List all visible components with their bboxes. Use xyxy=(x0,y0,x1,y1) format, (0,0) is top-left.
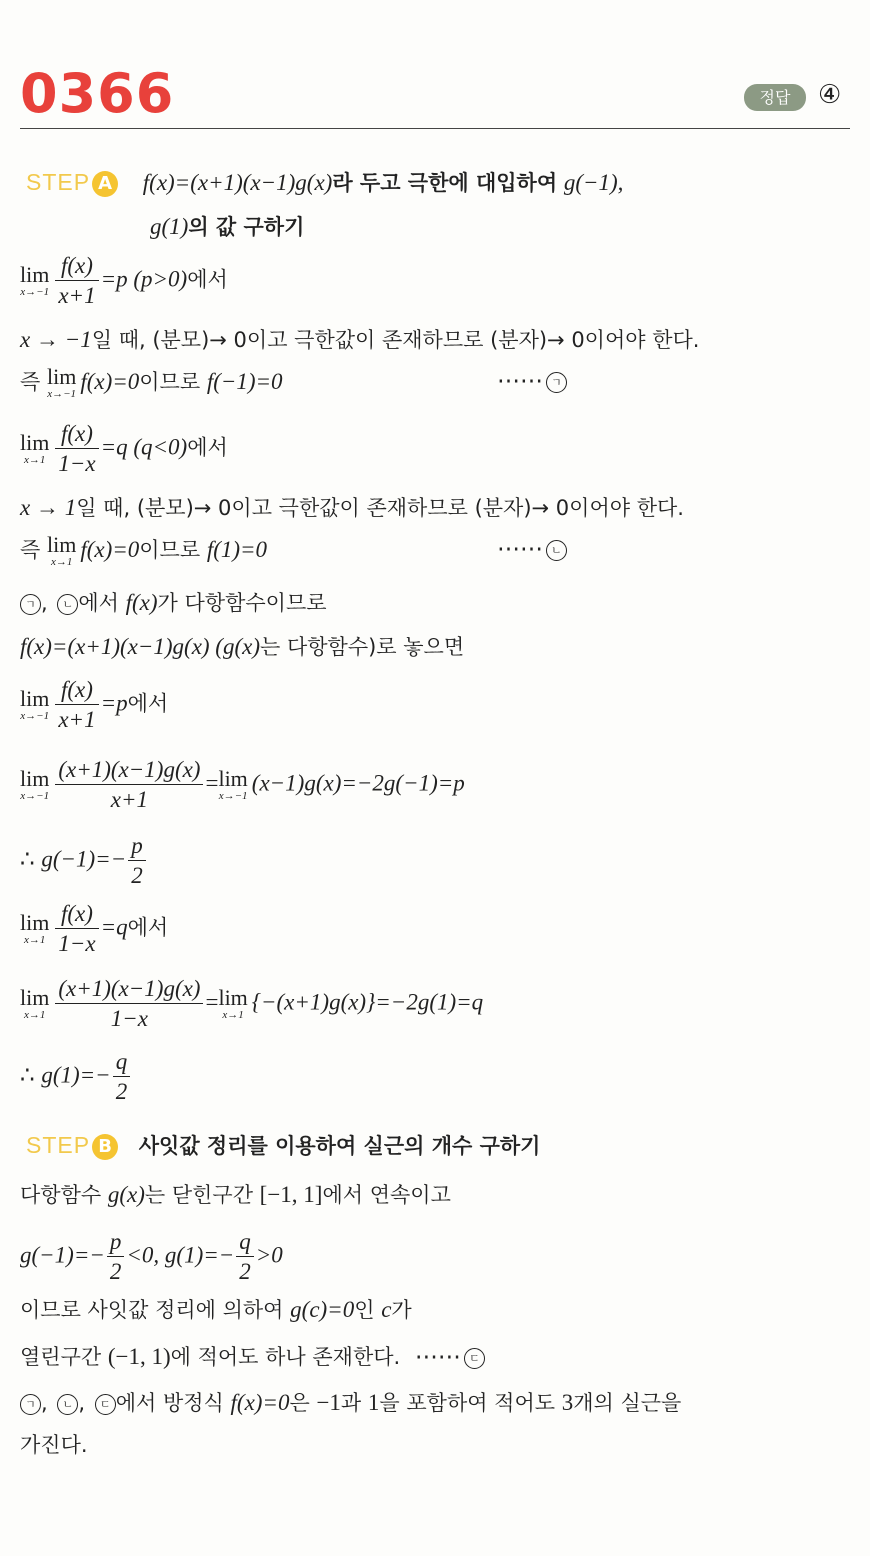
text-inline: 일 때, (분모)→ 0이고 극한값이 존재하므로 (분자)→ 0이어야 한다. xyxy=(76,496,684,520)
text-line xyxy=(20,1430,88,1460)
fraction-numerator: q xyxy=(113,1048,131,1077)
fraction-denominator: x+1 xyxy=(110,787,149,812)
text-line: ㄱ , ㄴ , ㄷ 에서 방정식 f(x)=0은 −1과 1을 포함하여 적어도 3개의 실근을 xyxy=(20,1388,681,1418)
math-inline: c xyxy=(381,1297,392,1322)
text-inline: 에서 xyxy=(78,591,119,615)
step-a-tag: STEP xyxy=(26,169,91,195)
math-inline: f(x) xyxy=(125,590,158,615)
text-inline: 는 닫힌구간 xyxy=(144,1183,253,1207)
circled-label: ㄱ xyxy=(20,1394,41,1415)
text-line xyxy=(20,534,267,568)
lim-subscript: x→1 xyxy=(23,1008,46,1021)
text-line xyxy=(20,1295,412,1325)
step-b-heading xyxy=(26,1130,540,1161)
dots: ⋯⋯ xyxy=(414,1344,461,1369)
text-inline: 에서 방정식 xyxy=(115,1391,224,1415)
text-inline: 은 xyxy=(289,1391,310,1415)
math-inline: x → 1 xyxy=(20,495,77,520)
lim-subscript: x→−1 xyxy=(47,388,77,400)
math-inline: g(−1)=− xyxy=(20,1242,105,1268)
fraction-denominator: 1−x xyxy=(110,1006,149,1031)
step-b-badge: B xyxy=(92,1134,118,1160)
dots: ⋯⋯ xyxy=(497,536,543,561)
equation-tag xyxy=(497,366,567,396)
text-line xyxy=(20,366,283,400)
step-a-title-math-1: f(x)=(x+1)(x−1)g(x) xyxy=(142,170,333,195)
math-inline: >0 xyxy=(255,1242,283,1268)
lim-subscript: x→−1 xyxy=(20,709,50,722)
fraction-numerator: f(x) xyxy=(55,676,98,705)
math-inline: f(x)=0 xyxy=(80,369,140,394)
text-inline: 열린구간 xyxy=(20,1345,102,1369)
text-inline: 이므로 사잇값 정리에 의하여 xyxy=(20,1298,284,1322)
lim-label: lim xyxy=(20,685,50,711)
text-inline: 즉 xyxy=(20,370,41,394)
fraction-numerator: q xyxy=(236,1228,254,1257)
fraction-numerator: f(x) xyxy=(55,420,98,449)
limit-expression-2 xyxy=(20,420,228,477)
text-line xyxy=(20,632,464,662)
limit-expression-3 xyxy=(20,676,168,733)
lim-label: lim xyxy=(46,532,77,557)
limit-expression-5 xyxy=(20,900,168,957)
circled-label: ㄱ xyxy=(20,594,41,615)
lim-label: lim xyxy=(20,909,50,935)
math-inline: (−1, 1) xyxy=(107,1344,171,1369)
lim-subscript: x→−1 xyxy=(20,789,50,802)
fraction-denominator: 2 xyxy=(115,1079,128,1104)
step-b-tag: STEP xyxy=(26,1132,91,1158)
lim-label: lim xyxy=(20,261,50,287)
text-inline: 가진다. xyxy=(20,1433,88,1457)
lim-label: lim xyxy=(20,429,50,455)
math-inline: g(c)=0 xyxy=(290,1297,355,1322)
circled-label: ㄱ xyxy=(546,372,567,393)
inequality-line xyxy=(20,1228,283,1285)
text-inline: 즉 xyxy=(20,538,41,562)
math-inline: 1 xyxy=(367,1390,380,1415)
step-b-title: 사잇값 정리를 이용하여 실근의 개수 구하기 xyxy=(138,1134,541,1158)
answer-label: 정답 xyxy=(759,88,791,107)
limit-rhs: (x−1)g(x)=−2g(−1)=p xyxy=(251,770,465,796)
lim-subscript: x→−1 xyxy=(20,285,50,298)
math-inline: f(−1)=0 xyxy=(206,369,283,394)
text-inline: 에서 연속이고 xyxy=(322,1183,451,1207)
step-a-heading-2 xyxy=(150,212,304,242)
text-inline: 일 때, (분모)→ 0이고 극한값이 존재하므로 (분자)→ 0이어야 한다. xyxy=(91,328,700,352)
lim-subscript: x→1 xyxy=(23,453,46,466)
lim-subscript: x→1 xyxy=(222,1008,244,1021)
math-inline: g(x) xyxy=(107,1182,145,1207)
circled-label: ㄴ xyxy=(57,594,78,615)
lim-label: lim xyxy=(218,765,248,791)
text-line xyxy=(20,1342,485,1372)
step-a-title-math-2: g(−1), xyxy=(563,170,624,195)
problem-number: 0366 xyxy=(20,62,175,125)
limit-expression-6 xyxy=(20,975,483,1032)
math-inline: f(x)=(x+1)(x−1)g(x) (g(x) xyxy=(20,634,260,659)
limit-rhs: =q xyxy=(100,914,128,940)
text-inline: 개의 실근을 xyxy=(573,1391,682,1415)
math-inline: −1 xyxy=(316,1390,341,1415)
limit-tail: 에서 xyxy=(187,435,228,460)
text-inline: 가 xyxy=(391,1298,412,1322)
fraction-numerator: f(x) xyxy=(55,900,98,929)
circled-label: ㄷ xyxy=(95,1394,116,1415)
fraction-denominator: x+1 xyxy=(58,283,96,308)
fraction-denominator: 2 xyxy=(109,1259,122,1284)
limit-expression-1 xyxy=(20,252,228,309)
limit-rhs: =q (q<0) xyxy=(100,434,188,460)
limit-expression-4 xyxy=(20,756,465,813)
lim-label: lim xyxy=(20,984,50,1010)
text-inline: 이므로 xyxy=(139,538,201,562)
text-inline: 에 적어도 하나 존재한다. xyxy=(170,1345,401,1369)
circled-label: ㄷ xyxy=(464,1348,485,1369)
math-inline: 3 xyxy=(561,1390,574,1415)
lim-subscript: x→1 xyxy=(50,556,73,568)
fraction-denominator: 1−x xyxy=(58,931,96,956)
lim-subscript: x→1 xyxy=(23,933,46,946)
math-inline: x → −1 xyxy=(20,327,92,352)
circled-label: ㄴ xyxy=(546,540,567,561)
text-inline: 가 다항함수이므로 xyxy=(157,591,327,615)
text-inline: 이므로 xyxy=(139,370,201,394)
therefore-symbol: ∴ xyxy=(20,1062,35,1088)
limit-rhs: =p xyxy=(100,690,128,716)
text-line: ㄱ , ㄴ 에서 f(x)가 다항함수이므로 xyxy=(20,588,327,618)
result-line xyxy=(20,832,148,889)
limit-rhs: =p (p>0) xyxy=(100,266,188,292)
equals: = xyxy=(205,770,219,796)
text-inline: 과 xyxy=(340,1391,362,1415)
math-inline: <0, g(1)=− xyxy=(126,1242,235,1268)
math-inline: g(−1)=− xyxy=(41,846,127,872)
circled-label: ㄴ xyxy=(57,1394,78,1415)
fraction-numerator: (x+1)(x−1)g(x) xyxy=(55,756,203,785)
fraction-numerator: (x+1)(x−1)g(x) xyxy=(55,975,203,1004)
equation-tag xyxy=(497,534,567,564)
limit-tail: 에서 xyxy=(127,691,169,716)
equals: = xyxy=(205,989,219,1015)
limit-tail: 에서 xyxy=(187,267,228,292)
text-inline: 다항함수 xyxy=(20,1183,102,1207)
answer-badge xyxy=(744,84,806,111)
lim-label: lim xyxy=(46,364,77,389)
limit-tail: 에서 xyxy=(127,915,169,940)
text-line xyxy=(20,493,684,523)
math-inline: f(x)=0 xyxy=(80,537,140,562)
text-inline: 인 xyxy=(354,1298,375,1322)
step-a-title-text-2: 의 값 구하기 xyxy=(188,215,305,239)
math-inline: f(x)=0 xyxy=(230,1390,290,1415)
text-line xyxy=(20,1180,451,1210)
text-inline: 는 다항함수)로 놓으면 xyxy=(260,635,465,659)
result-line xyxy=(20,1048,132,1105)
fraction-denominator: 1−x xyxy=(58,451,96,476)
fraction-denominator: x+1 xyxy=(58,707,96,732)
math-inline: f(1)=0 xyxy=(206,537,268,562)
lim-label: lim xyxy=(218,984,248,1010)
fraction-denominator: 2 xyxy=(131,863,143,888)
answer-value: ④ xyxy=(818,80,842,110)
step-a-title-math-3: g(1) xyxy=(150,214,189,239)
lim-label: lim xyxy=(20,765,50,791)
text-line xyxy=(20,325,699,355)
math-inline: [−1, 1] xyxy=(259,1182,323,1207)
step-a-title-text-1: 라 두고 극한에 대입하여 xyxy=(332,171,558,195)
step-a-badge: A xyxy=(92,171,118,197)
header-divider xyxy=(20,128,850,129)
limit-rhs: {−(x+1)g(x)}=−2g(1)=q xyxy=(251,989,484,1015)
fraction-denominator: 2 xyxy=(239,1259,251,1284)
text-inline: 을 포함하여 적어도 xyxy=(379,1391,556,1415)
dots: ⋯⋯ xyxy=(497,368,543,393)
lim-subscript: x→−1 xyxy=(218,789,248,802)
therefore-symbol: ∴ xyxy=(20,846,35,872)
step-a-heading xyxy=(26,167,623,198)
fraction-numerator: p xyxy=(128,832,146,861)
fraction-numerator: f(x) xyxy=(55,252,98,281)
math-inline: g(1)=− xyxy=(41,1062,111,1088)
fraction-numerator: p xyxy=(107,1228,125,1257)
